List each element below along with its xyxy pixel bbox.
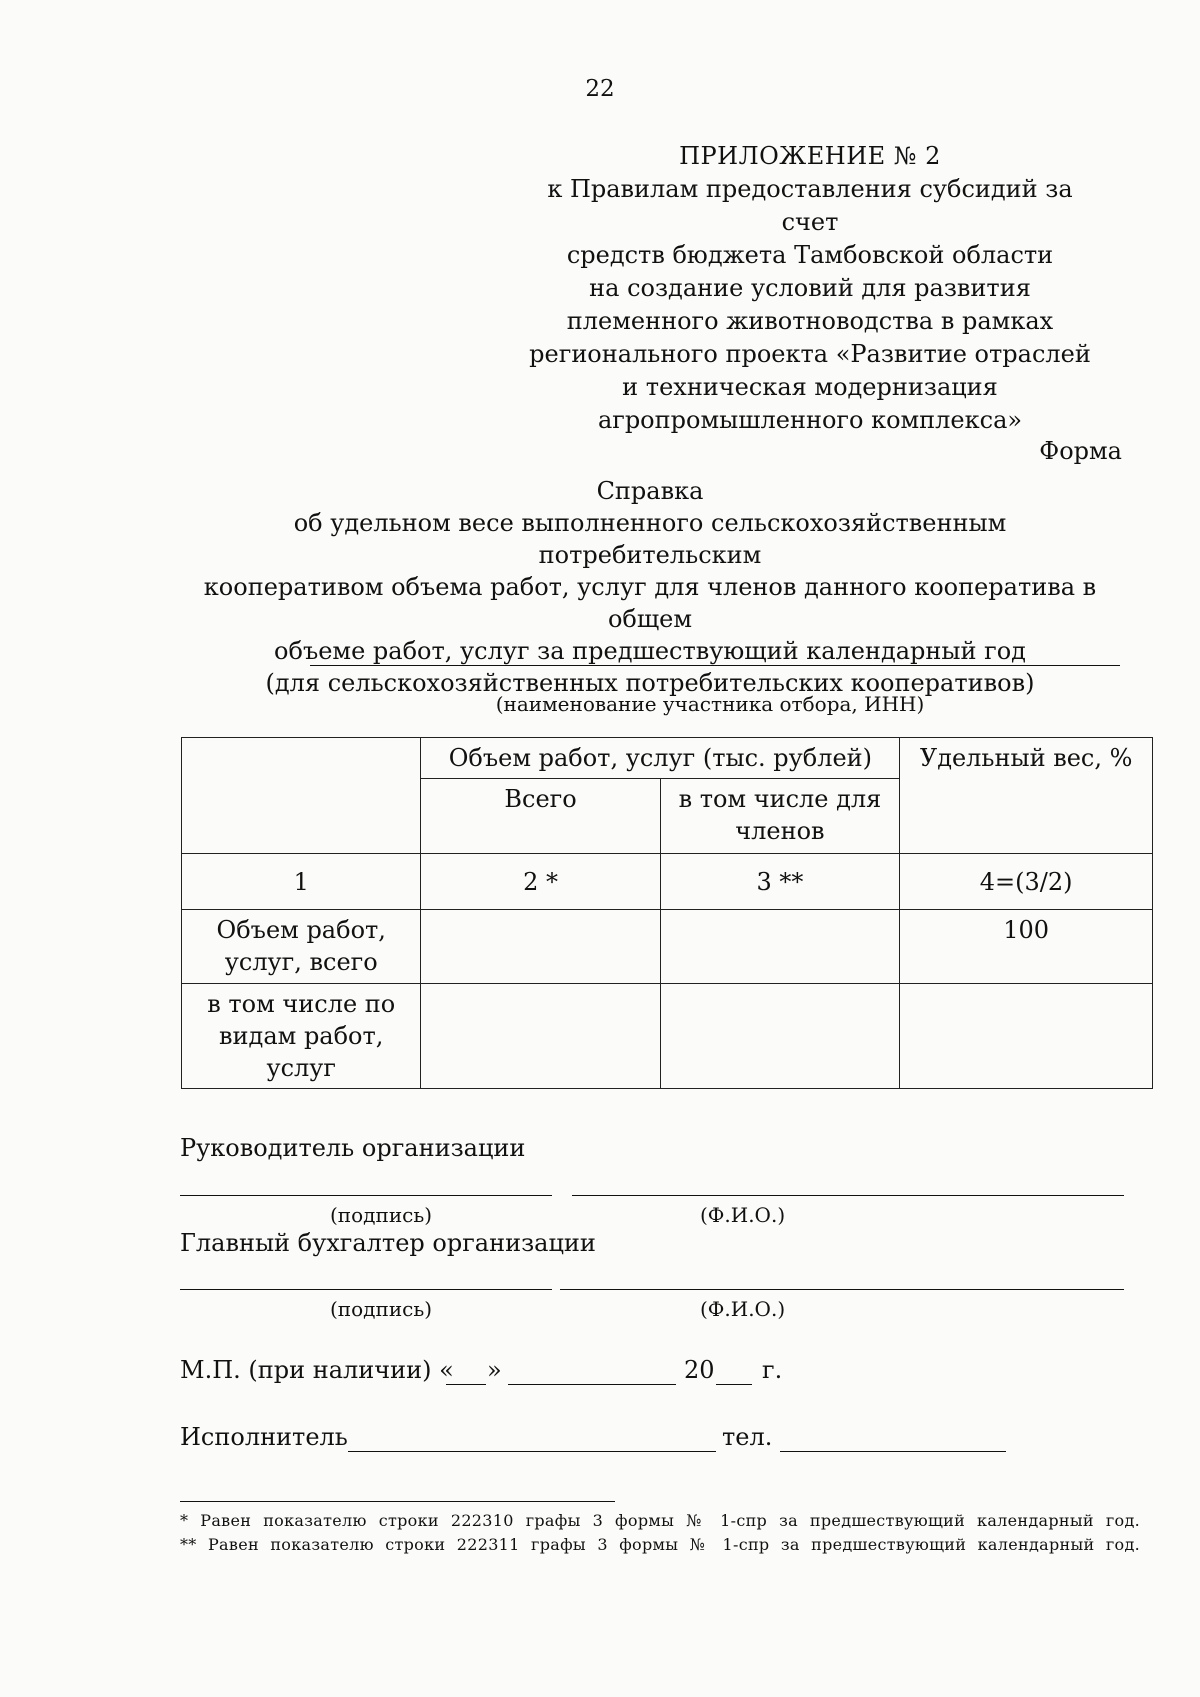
table-row bbox=[182, 910, 1153, 984]
table-header-members: в том числе для членов bbox=[660, 779, 900, 854]
table-col-number: 3 ** bbox=[660, 854, 900, 910]
cell-members[interactable] bbox=[660, 984, 900, 1089]
row-label: Объем работ, услуг, всего bbox=[182, 910, 421, 984]
phone-field[interactable] bbox=[780, 1451, 1006, 1452]
appendix-line: к Правилам предоставления субсидий за счет bbox=[547, 175, 1073, 236]
appendix-title: ПРИЛОЖЕНИЕ № 2 bbox=[679, 142, 941, 170]
cell-total[interactable] bbox=[421, 910, 660, 984]
cell-share: 100 bbox=[900, 910, 1153, 984]
appendix-block bbox=[520, 140, 1100, 437]
work-volume-table bbox=[181, 737, 1153, 1089]
appendix-line: и техническая модернизация bbox=[622, 373, 998, 401]
table-corner-cell bbox=[182, 738, 421, 854]
footnote-separator bbox=[180, 1501, 615, 1502]
certificate-line: объеме работ, услуг за предшествующий календарный год bbox=[274, 637, 1026, 665]
row-label: в том числе по видам работ, услуг bbox=[182, 984, 421, 1089]
cell-members[interactable] bbox=[660, 910, 900, 984]
table-group-header: Объем работ, услуг (тыс. рублей) bbox=[421, 738, 900, 779]
date-month-field[interactable] bbox=[508, 1384, 676, 1385]
accountant-name-field[interactable] bbox=[560, 1289, 1124, 1290]
form-label: Форма bbox=[1039, 437, 1122, 465]
table-header-total: Всего bbox=[421, 779, 660, 854]
date-quote-close: » bbox=[487, 1356, 502, 1384]
table-col-number: 4=(3/2) bbox=[900, 854, 1153, 910]
head-label: Руководитель организации bbox=[180, 1134, 526, 1162]
footnote-1: * Равен показателю строки 222310 графы 3 формы № 1-спр за предшествующий календарный год. bbox=[180, 1511, 1140, 1530]
accountant-label: Главный бухгалтер организации bbox=[180, 1229, 596, 1257]
participant-name-field[interactable] bbox=[310, 665, 1120, 666]
appendix-line: племенного животноводства в рамках bbox=[566, 307, 1054, 335]
head-signature-field[interactable] bbox=[180, 1195, 552, 1196]
table-col-number: 2 * bbox=[421, 854, 660, 910]
accountant-signature-caption: (подпись) bbox=[330, 1297, 433, 1321]
head-name-caption: (Ф.И.О.) bbox=[700, 1203, 786, 1227]
participant-name-caption: (наименование участника отбора, ИНН) bbox=[495, 692, 925, 716]
phone-label: тел. bbox=[722, 1423, 773, 1451]
appendix-line: регионального проекта «Развитие отраслей bbox=[529, 340, 1091, 368]
certificate-title: Справка bbox=[596, 477, 704, 505]
accountant-signature-field[interactable] bbox=[180, 1289, 552, 1290]
head-signature-caption: (подпись) bbox=[330, 1203, 433, 1227]
certificate-line: (для сельскохозяйственных потребительских кооперативов) bbox=[265, 669, 1035, 697]
accountant-name-caption: (Ф.И.О.) bbox=[700, 1297, 786, 1321]
head-name-field[interactable] bbox=[572, 1195, 1124, 1196]
date-year-field[interactable] bbox=[716, 1384, 752, 1385]
appendix-line: на создание условий для развития bbox=[589, 274, 1031, 302]
date-year-prefix: 20 bbox=[684, 1356, 715, 1384]
executor-name-field[interactable] bbox=[348, 1451, 716, 1452]
appendix-line: агропромышленного комплекса» bbox=[597, 406, 1023, 434]
certificate-line: кооперативом объема работ, услуг для членов данного кооператива в общем bbox=[203, 573, 1097, 633]
table-row bbox=[182, 984, 1153, 1089]
table-header-share: Удельный вес, % bbox=[900, 738, 1153, 854]
page-number: 22 bbox=[585, 76, 615, 102]
executor-label: Исполнитель bbox=[180, 1423, 348, 1451]
stamp-label: М.П. (при наличии) « bbox=[180, 1356, 454, 1384]
footnote-2: ** Равен показателю строки 222311 графы 3 формы № 1-спр за предшествующий календарный год. bbox=[180, 1535, 1140, 1554]
date-year-suffix: г. bbox=[762, 1356, 783, 1384]
date-day-field[interactable] bbox=[446, 1384, 486, 1385]
cell-total[interactable] bbox=[421, 984, 660, 1089]
cell-share[interactable] bbox=[900, 984, 1153, 1089]
table-col-number: 1 bbox=[182, 854, 421, 910]
appendix-line: средств бюджета Тамбовской области bbox=[566, 241, 1054, 269]
certificate-line: об удельном весе выполненного сельскохозяйственным потребительским bbox=[293, 509, 1007, 569]
